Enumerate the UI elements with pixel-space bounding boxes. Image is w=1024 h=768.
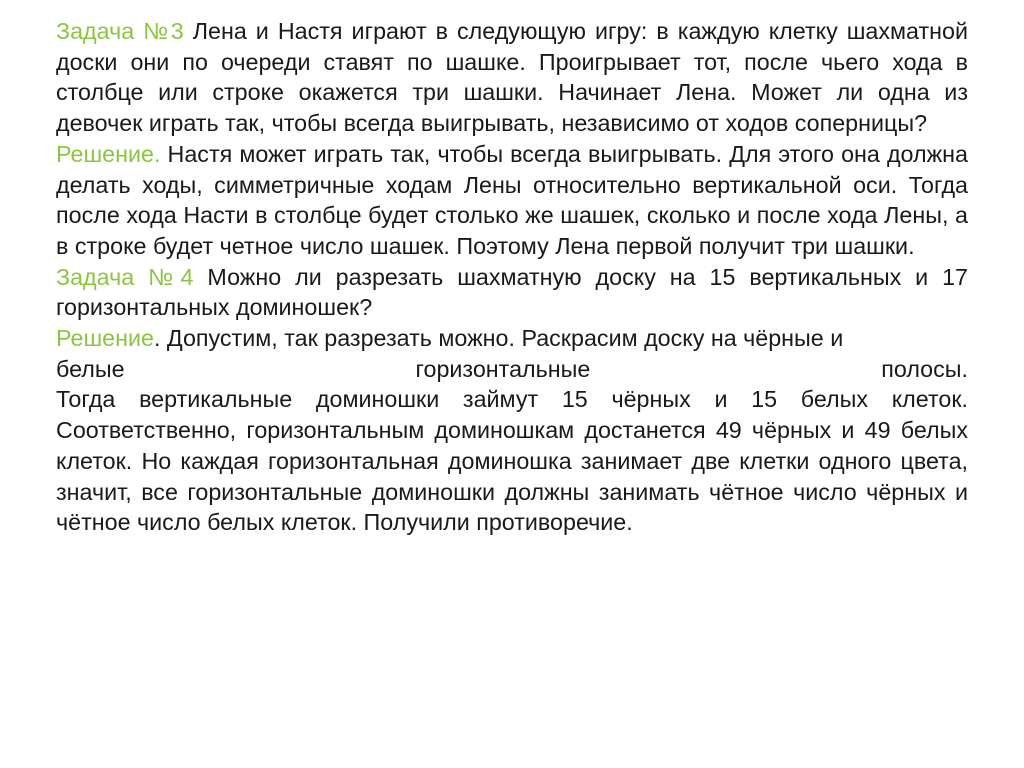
solution-3-text: Настя может играть так, чтобы всегда выигрывать. Для этого она должна делать ходы, симметричные ходам Лены относительно вертикальной оси. Тогда после хода Насти в столбце будет столько же шашек, сколько и после хода Лены, а в строке будет четное число шашек. Поэтому Лена первой получит три шашки. — [56, 140, 968, 259]
solution-3-paragraph — [56, 139, 968, 262]
problem-3-paragraph — [56, 16, 968, 139]
problem-4-paragraph — [56, 262, 968, 323]
solution-4-label: Решение — [56, 325, 154, 352]
solution-4-text-second-line: белые горизонтальные полосы. — [56, 355, 968, 382]
problem-3-label: Задача №3 — [56, 18, 184, 44]
solution-3-label: Решение. — [56, 140, 161, 167]
solution-4-text-rest: Тогда вертикальные доминошки займут 15 чёрных и 15 белых клеток. Соответственно, горизонтальным доминошкам достанется 49 чёрных и 49 белых клеток. Но каждая горизонтальная доминошка занимает две клетки одного цвета, значит, все горизонтальные доминошки должны занимать чётное число чёрных и чётное число белых клеток. Получили противоречие. — [56, 386, 968, 536]
problem-3-text: Лена и Настя играют в следующую игру: в каждую клетку шахматной доски они по очереди ставят по шашке. Проигрывает тот, после чьего хода в столбце или строке окажется три шашки. Начинает Лена. Может ли одна из девочек играть так, чтобы всегда выигрывать, независимо от ходов соперницы? — [56, 18, 968, 137]
solution-4-text-first-line: . Допустим, так разрезать можно. Раскрасим доску на чёрные и — [153, 325, 844, 352]
solution-4-paragraph — [56, 323, 968, 538]
problem-4-label: Задача №4 — [56, 263, 194, 290]
problem-4-text: Можно ли разрезать шахматную доску на 15 вертикальных и 17 горизонтальных доминошек? — [56, 263, 968, 321]
